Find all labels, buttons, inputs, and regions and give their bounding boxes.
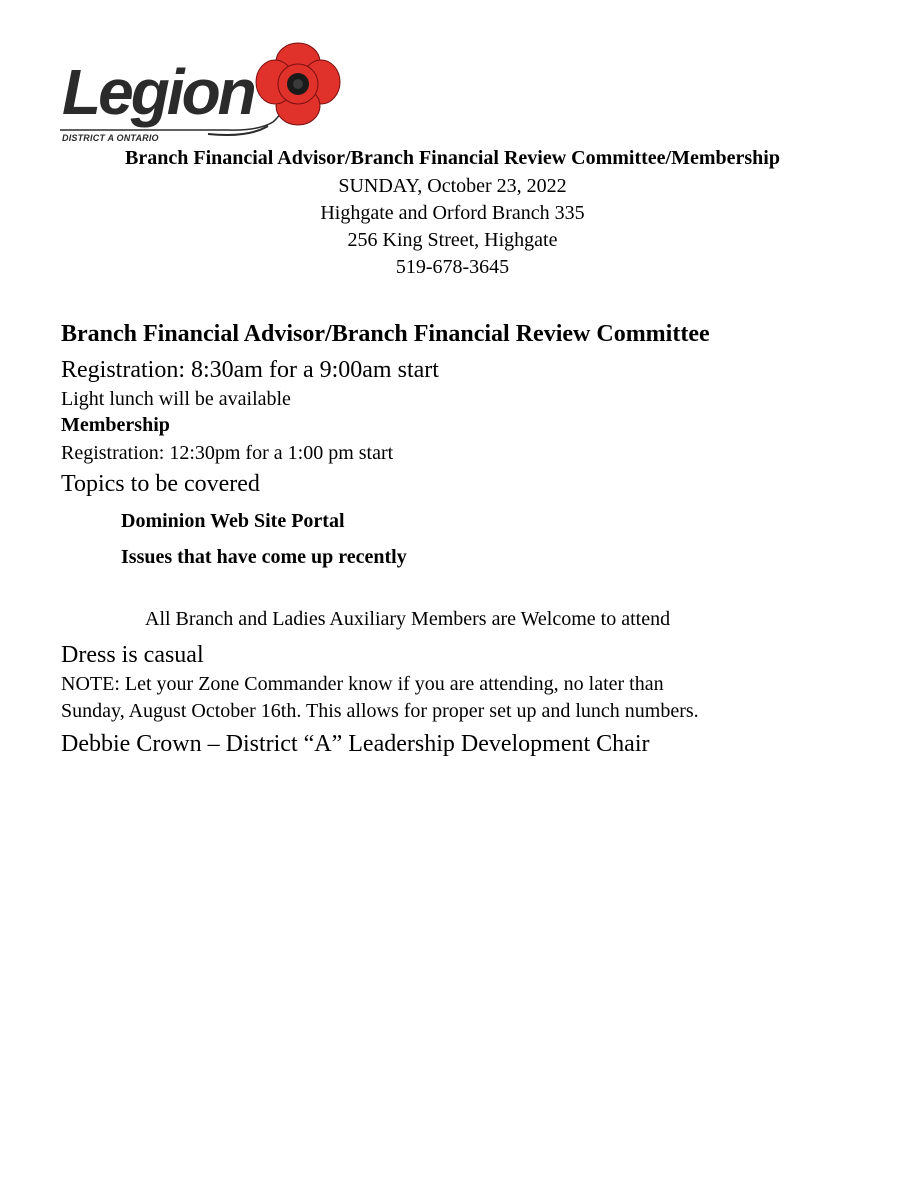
topic-item: Issues that have come up recently [121, 546, 407, 568]
signature: Debbie Crown – District “A” Leadership Development Chair [61, 731, 650, 757]
topic-item: Dominion Web Site Portal [121, 510, 345, 532]
note-line-2: Sunday, August October 16th. This allows for proper set up and lunch numbers. [61, 700, 699, 722]
registration-afternoon: Registration: 12:30pm for a 1:00 pm start [61, 442, 394, 464]
event-date: SUNDAY, October 23, 2022 [338, 175, 567, 197]
event-phone: 519-678-3645 [395, 256, 510, 278]
registration-morning: Registration: 8:30am for a 9:00am start [61, 357, 439, 383]
logo-subtitle: DISTRICT A ONTARIO [62, 133, 159, 143]
membership-label: Membership [61, 414, 170, 436]
dress-code: Dress is casual [61, 642, 204, 668]
logo-wordmark: Legion [62, 56, 254, 128]
welcome-note: All Branch and Ladies Auxiliary Members are Welcome to attend [145, 608, 671, 630]
event-venue: Highgate and Orford Branch 335 [320, 202, 585, 224]
legion-logo [58, 38, 348, 148]
topics-label: Topics to be covered [61, 471, 260, 497]
event-title: Branch Financial Advisor/Branch Financial Review Committee/Membership [125, 147, 780, 169]
section-title: Branch Financial Advisor/Branch Financial Review Committee [61, 321, 710, 347]
lunch-note: Light lunch will be available [61, 388, 291, 410]
event-address: 256 King Street, Highgate [347, 229, 558, 251]
note-line-1: NOTE: Let your Zone Commander know if you are attending, no later than [61, 673, 664, 695]
poppy-icon [253, 40, 343, 130]
